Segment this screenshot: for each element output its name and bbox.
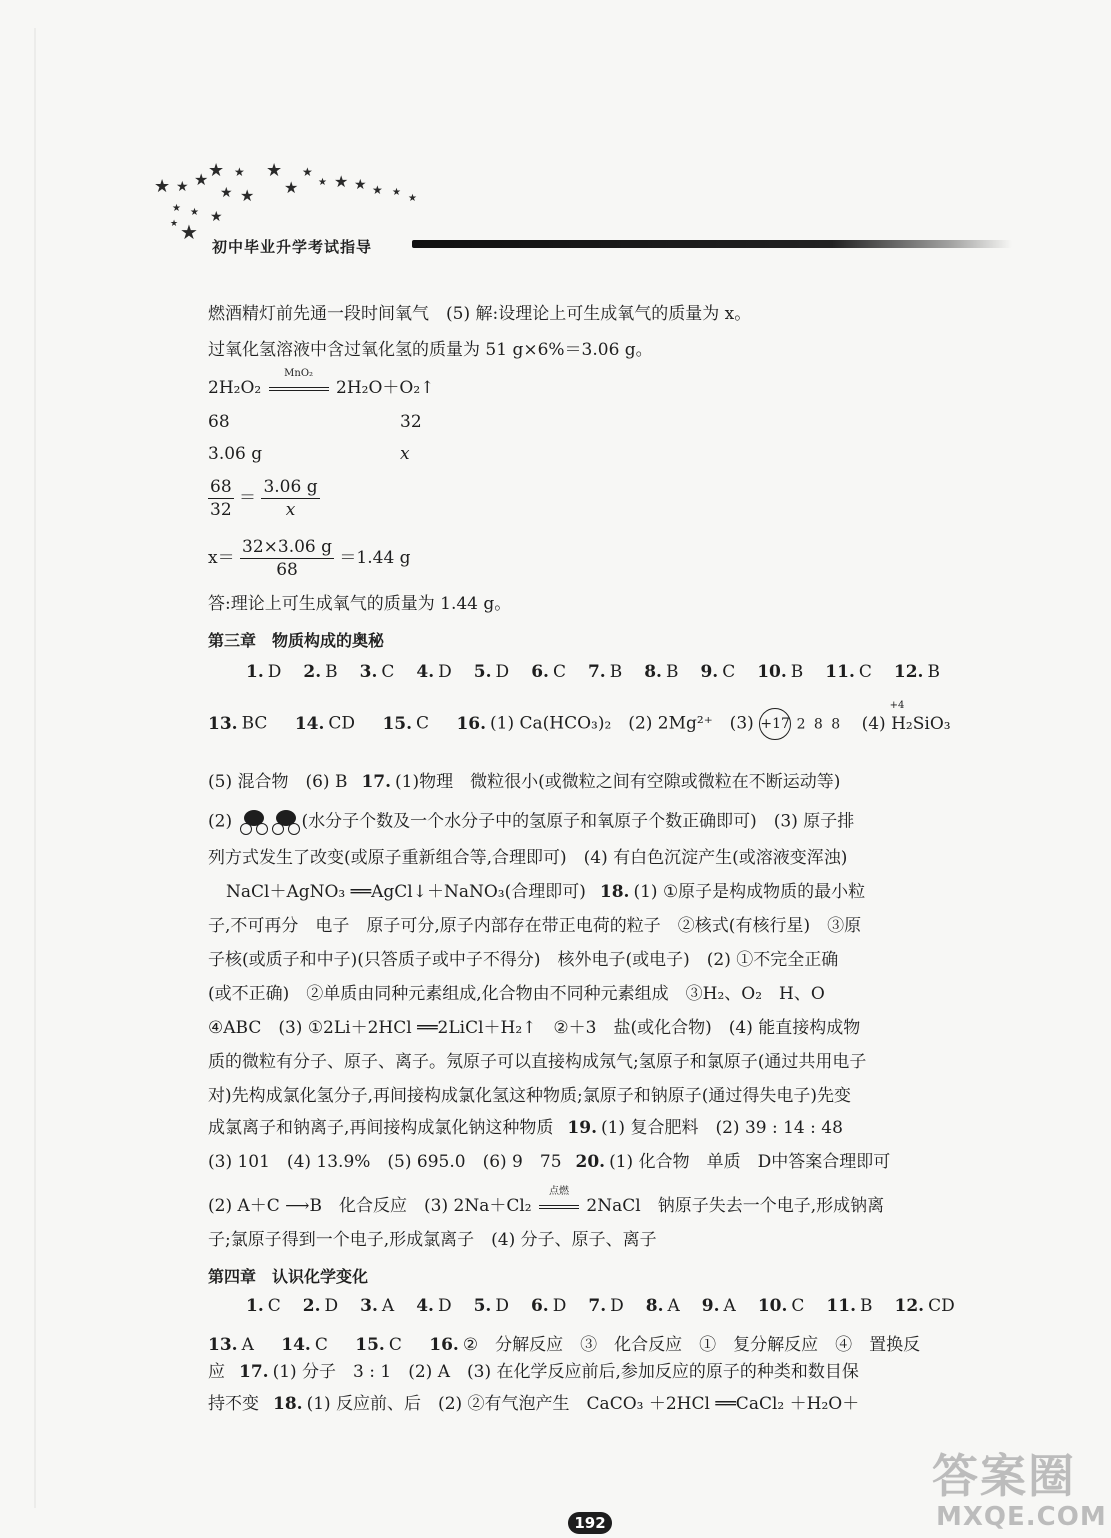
equation-condition <box>267 368 331 398</box>
question-number: 18. <box>273 1394 303 1414</box>
text-span: (1)物理 微粒很小(或微粒之间有空隙或微粒在不断运动等) <box>395 772 841 792</box>
answer-line: 答:理论上可生成氧气的质量为 1.44 g。 <box>208 594 512 614</box>
answer-value: A <box>667 1296 680 1316</box>
equals-arrow <box>269 387 329 391</box>
star-icon: ★ <box>208 160 225 181</box>
text-line: (或不正确) ②单质由同种元素组成,化合物由不同种元素组成 ③H₂、O₂ H、O <box>208 984 825 1004</box>
text-line: 列方式发生了改变(或原子重新组合等,合理即可) (4) 有白色沉淀产生(或溶液变浑浊) <box>208 848 848 868</box>
star-icon: ★ <box>354 177 367 193</box>
text-line <box>208 1394 859 1414</box>
text-line: 子核(或质子和中子)(只答质子或中子不得分) 核外电子(或电子) (2) ①不完全正确 <box>208 950 839 970</box>
text-span: ② 分解反应 ③ 化合反应 ① 复分解反应 ④ 置换反 <box>462 1335 921 1355</box>
question-number: 11. <box>826 1296 856 1316</box>
answer-row <box>246 1296 977 1316</box>
answer-item <box>360 1296 394 1316</box>
answer-item <box>303 1296 338 1316</box>
watermark-text: 答案圈 <box>932 1449 1076 1503</box>
question-number: 11. <box>825 662 855 682</box>
question-number: 10. <box>757 1296 788 1316</box>
answer-value: C <box>267 1296 281 1316</box>
water-molecule-icon <box>238 810 268 834</box>
answer-value: D <box>552 1296 567 1316</box>
answer-value: D <box>324 1296 339 1316</box>
catalyst-label: MnO₂ <box>284 368 314 379</box>
text-line <box>208 772 840 792</box>
answer-item <box>303 662 337 682</box>
answer-value: B <box>665 662 679 682</box>
answer-value: D <box>438 662 452 682</box>
question-number: 6. <box>530 1296 549 1316</box>
star-icon: ★ <box>190 207 199 218</box>
question-number: 19. <box>567 1118 597 1138</box>
answer-item <box>894 1296 954 1316</box>
chapter-heading: 第三章 物质构成的奥秘 <box>208 631 385 650</box>
question-number: 16. <box>456 713 487 734</box>
star-icon: ★ <box>334 172 349 191</box>
x-result: ＝1.44 g <box>339 548 411 568</box>
answer-item <box>531 662 566 682</box>
question-number: 13. <box>208 1335 238 1355</box>
answer-value: C <box>722 662 736 682</box>
answer-value: D <box>495 1296 509 1316</box>
question-number: 1. <box>246 662 264 682</box>
page-edge <box>34 28 36 1508</box>
fraction <box>240 536 334 581</box>
question-number: 10. <box>757 662 787 682</box>
answer-item <box>702 1296 736 1316</box>
question-number: 9. <box>700 662 719 682</box>
proportion-equation: $\frac{68}{32}$ ＝ $\frac{3.06 g}{x}$ <box>210 477 318 520</box>
answer-value: B <box>790 662 804 682</box>
answer-item <box>757 662 803 682</box>
electron-shells: 2 8 8 <box>796 716 843 733</box>
text-line: 过氧化氢溶液中含过氧化氢的质量为 51 g×6%＝3.06 g。 <box>208 340 653 360</box>
answer-value: D <box>437 1296 452 1316</box>
text-span: (1) 反应前、后 (2) ②有气泡产生 CaCO₃ ＋2HCl ══CaCl₂ ＋H₂O＋ <box>306 1394 860 1414</box>
answer-item <box>246 662 281 682</box>
answer-value: C <box>388 1335 402 1355</box>
question-number: 15. <box>355 1335 385 1355</box>
solution-equation <box>208 536 411 581</box>
denominator: x <box>285 500 296 520</box>
text-line: 子,不可再分 电子 原子可分,原子内部存在带正电荷的粒子 ②核式(有核行星) ③原 <box>208 916 862 936</box>
answer-value: B <box>927 662 940 682</box>
answer-value: C <box>858 662 872 682</box>
star-icon: ★ <box>170 219 179 229</box>
star-icon: ★ <box>234 165 245 179</box>
text-line <box>208 810 854 834</box>
condition-label: 点燃 <box>549 1186 570 1197</box>
header-rule <box>412 240 1012 248</box>
answer-item <box>588 1296 623 1316</box>
mass-right: 32 <box>400 412 422 432</box>
text-line <box>208 1118 843 1138</box>
star-icon: ★ <box>266 160 283 181</box>
question-number: 7. <box>588 1296 607 1316</box>
question-number: 3. <box>359 662 378 682</box>
answer-item <box>758 1296 805 1316</box>
answer-value: C <box>552 662 566 682</box>
equation-left: 2H₂O₂ <box>208 378 262 398</box>
answer-value: C <box>791 1296 805 1316</box>
question-number: 14. <box>294 713 325 734</box>
mass-given-left: 3.06 g <box>208 444 263 464</box>
question-number: 17. <box>361 772 392 792</box>
mass-ratio-row <box>208 412 422 432</box>
answer-value: C <box>381 662 395 682</box>
text-span: (1) 复合肥料 (2) 39 : 14 : 48 <box>600 1118 843 1138</box>
text-line: ④ABC (3) ①2Li＋2HCl ══2LiCl＋H₂↑ ②＋3 盐(或化合物) (4) 能直接构成物 <box>208 1018 861 1038</box>
star-decoration <box>150 150 430 250</box>
text-span: (2) <box>208 811 233 832</box>
answer-item <box>646 1296 680 1316</box>
answer-value: B <box>325 662 338 682</box>
text-line: 燃酒精灯前先通一段时间氧气 (5) 解:设理论上可生成氧气的质量为 x。 <box>208 304 752 324</box>
answer-row <box>246 662 962 682</box>
atom-structure-icon: +17 <box>759 708 791 740</box>
star-icon: ★ <box>180 220 198 244</box>
star-icon: ★ <box>284 178 299 197</box>
text-span: 持不变 <box>208 1394 259 1414</box>
text-line <box>208 1186 885 1216</box>
denominator: 68 <box>276 560 298 580</box>
text-line <box>208 1362 859 1382</box>
mass-given-row <box>208 444 410 464</box>
question-number: 8. <box>644 662 662 682</box>
fraction <box>208 476 234 521</box>
text-line: 子;氯原子得到一个电子,形成氯离子 (4) 分子、原子、离子 <box>208 1230 657 1250</box>
question-number: 5. <box>473 1296 492 1316</box>
page-number: 192 <box>568 1512 612 1534</box>
answer-item <box>416 662 451 682</box>
text-span: (3) 101 (4) 13.9% (5) 695.0 (6) 9 75 <box>208 1152 562 1172</box>
answer-value: A <box>381 1296 395 1316</box>
star-icon: ★ <box>176 179 189 195</box>
fraction <box>261 476 319 521</box>
text-span: 成氯离子和钠离子,再间接构成氯化钠这种物质 <box>208 1118 554 1138</box>
star-icon: ★ <box>210 209 223 225</box>
star-icon: ★ <box>220 185 233 201</box>
answer-value: C <box>314 1335 328 1355</box>
answer-value: B <box>859 1296 873 1316</box>
answer-item <box>644 662 678 682</box>
silicic-acid-formula <box>861 699 951 734</box>
text-line <box>208 1152 890 1172</box>
denominator: 32 <box>210 500 232 520</box>
star-icon: ★ <box>392 187 401 198</box>
answer-value: D <box>267 662 282 682</box>
question-number: 2. <box>302 1296 321 1316</box>
numerator: 3.06 g <box>263 477 318 497</box>
question-number: 20. <box>575 1152 606 1172</box>
question-number: 18. <box>599 882 630 902</box>
star-icon: ★ <box>318 177 327 188</box>
answer-value: C <box>416 713 430 734</box>
equals-arrow <box>539 1205 579 1209</box>
star-icon: ★ <box>154 176 171 197</box>
question-number: 4. <box>416 662 435 682</box>
text-span: (水分子个数及一个水分子中的氢原子和氧原子个数正确即可) (3) 原子排 <box>301 811 855 832</box>
answer-row <box>208 1330 920 1355</box>
answer-item <box>588 662 622 682</box>
answer-value: A <box>723 1296 736 1316</box>
answer-item <box>474 662 509 682</box>
answer-value: D <box>495 662 510 682</box>
numerator: 32×3.06 g <box>242 537 333 557</box>
text-line <box>226 882 865 902</box>
x-prefix: x＝ <box>208 548 235 568</box>
star-icon: ★ <box>302 165 313 179</box>
text-span: 应 <box>208 1362 225 1382</box>
numerator: 68 <box>210 477 232 497</box>
answer-item <box>894 662 940 682</box>
answer-value: B <box>609 662 623 682</box>
answer-value: BC <box>241 713 268 734</box>
answer-value: CD <box>928 1296 955 1316</box>
question-number: 7. <box>587 662 606 682</box>
answer-item <box>474 1296 509 1316</box>
text-span: NaCl＋AgNO₃ ══AgCl↓＋NaNO₃(合理即可) <box>226 882 586 902</box>
text-line: 质的微粒有分子、原子、离子。氖原子可以直接构成氖气;氢原子和氯原子(通过共用电子 <box>208 1052 867 1072</box>
answer-item <box>825 662 872 682</box>
text-span: (2) A＋C ⟶B 化合反应 (3) 2Na＋Cl₂ <box>208 1196 532 1216</box>
watermark-logo <box>916 1440 1106 1536</box>
formula-text: (4) H₂SiO₃ <box>861 713 951 734</box>
question-number: 4. <box>416 1296 434 1316</box>
question-number: 1. <box>246 1296 264 1316</box>
star-icon: ★ <box>408 193 417 204</box>
chemical-equation <box>208 368 435 398</box>
text-line: 对)先构成氯化氢分子,再间接构成氯化氢这种物质;氯原子和钠原子(通过得失电子)先变 <box>208 1086 852 1106</box>
answer-value: A <box>241 1335 254 1355</box>
question-number: 3. <box>360 1296 378 1316</box>
text-span: (1) 化合物 单质 D中答案合理即可 <box>609 1152 891 1172</box>
header-title: 初中毕业升学考试指导 <box>212 238 373 256</box>
chapter-heading: 第四章 认识化学变化 <box>208 1267 369 1286</box>
star-icon: ★ <box>240 186 255 205</box>
question-number: 16. <box>429 1335 459 1355</box>
question-number: 17. <box>239 1362 269 1382</box>
mass-left: 68 <box>208 412 230 432</box>
answer-item <box>360 662 395 682</box>
question-number: 12. <box>893 662 924 682</box>
answer-value: (1) Ca(HCO₃)₂ (2) 2Mg²⁺ (3) <box>490 713 754 734</box>
star-icon: ★ <box>194 170 209 189</box>
equation-right: 2H₂O＋O₂↑ <box>336 378 435 398</box>
water-molecule-icon <box>270 810 300 834</box>
question-number: 5. <box>473 662 492 682</box>
star-icon: ★ <box>172 203 181 214</box>
answer-item <box>700 662 735 682</box>
watermark-url: MXQE.COM <box>936 1502 1107 1532</box>
question-number: 8. <box>645 1296 664 1316</box>
question-number: 9. <box>701 1296 720 1316</box>
question-number: 13. <box>208 713 238 734</box>
mass-given-right: x <box>400 444 410 464</box>
question-number: 12. <box>894 1296 925 1316</box>
question-number: 6. <box>531 662 549 682</box>
text-span: 2NaCl 钠原子失去一个电子,形成钠离 <box>586 1196 885 1216</box>
question-number: 2. <box>303 662 322 682</box>
text-span: (1) ①原子是构成物质的最小粒 <box>633 882 866 902</box>
answer-row <box>208 699 951 740</box>
reaction-condition <box>537 1186 581 1216</box>
answer-item <box>531 1296 566 1316</box>
answer-item <box>826 1296 872 1316</box>
answer-value: D <box>610 1296 624 1316</box>
question-number: 15. <box>382 713 413 734</box>
question-number: 14. <box>281 1335 311 1355</box>
text-span: (1) 分子 3 : 1 (2) A (3) 在化学反应前后,参加反应的原子的种类和数目保 <box>272 1362 859 1382</box>
text-span: (5) 混合物 (6) B <box>208 772 348 792</box>
valence-mark: +4 <box>889 699 905 711</box>
star-icon: ★ <box>372 183 383 197</box>
answer-value: CD <box>328 713 356 734</box>
answer-item <box>416 1296 451 1316</box>
answer-item <box>246 1296 281 1316</box>
